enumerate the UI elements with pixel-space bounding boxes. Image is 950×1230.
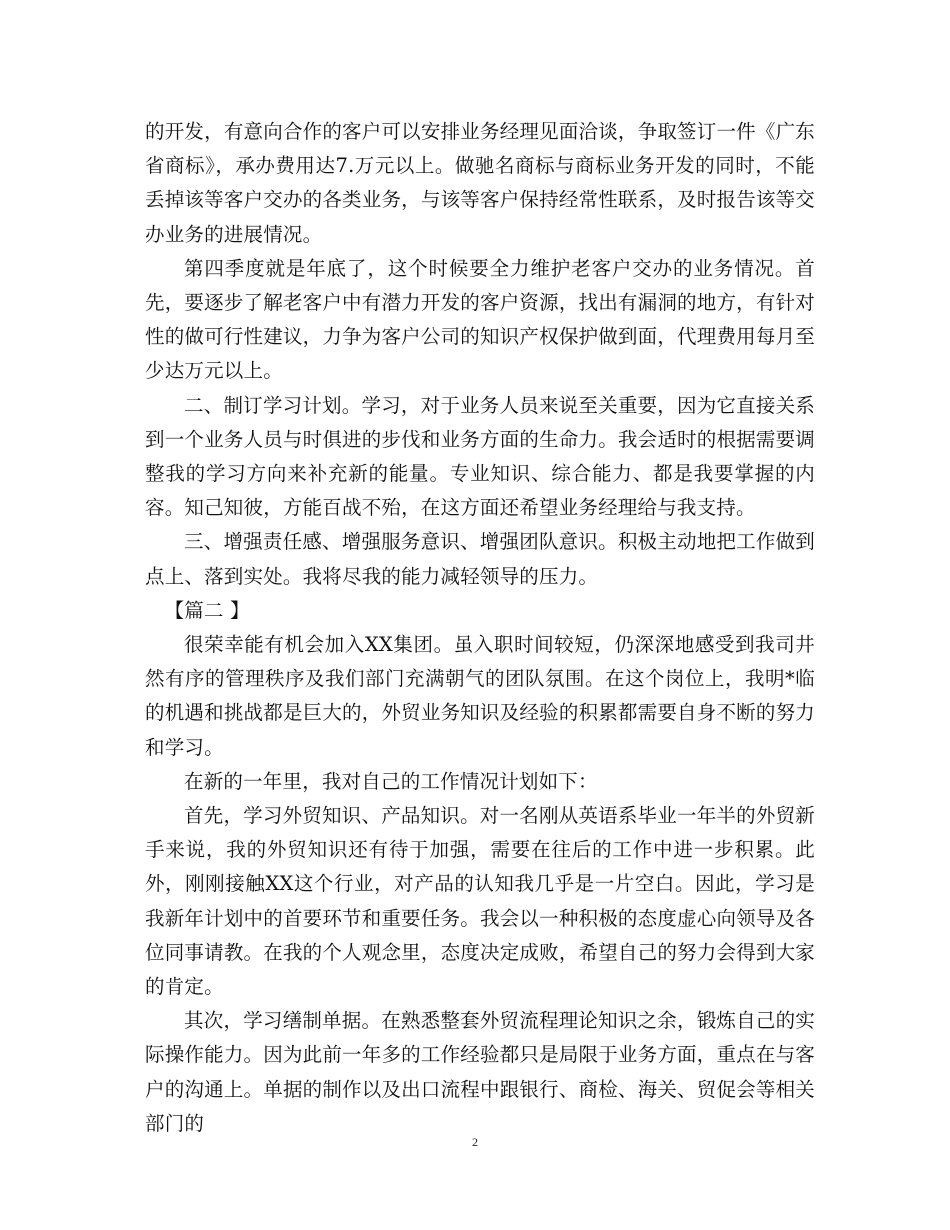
- paragraph-study-plan: 二、制订学习计划。学习，对于业务人员来说至关重要，因为它直接关系到一个业务人员与时俱进的步伐和业务方面的生命力。我会适时的根据需要调整我的学习方向来补充新的能量。专业知识、综合能力、都是我要掌握的内容。知己知彼，方能百战不殆，在这方面还希望业务经理给与我支持。: [145, 393, 815, 520]
- paragraph-continued: 的开发，有意向合作的客户可以安排业务经理见面洽谈，争取签订一件《广东省商标》，承办费用达7.万元以上。做驰名商标与商标业务开发的同时，不能丢掉该等客户交办的各类业务，与该等客户保持经常性联系，及时报告该等交办业务的进展情况。: [145, 120, 815, 246]
- paragraph-second-point: 其次，学习缮制单据。在熟悉整套外贸流程理论知识之余，锻炼自己的实际操作能力。因为此前一年多的工作经验都只是局限于业务方面，重点在与客户的沟通上。单据的制作以及出口流程中跟银行、商检、海关、贸促会等相关部门的: [145, 1009, 815, 1135]
- section-heading-part-two: 【篇二 】: [164, 598, 250, 622]
- document-body: [145, 115, 815, 1141]
- paragraph-intro: 很荣幸能有机会加入XX集团。虽入职时间较短，仍深深地感受到我司井然有序的管理秩序及我们部门充满朝气的团队氛围。在这个岗位上，我明*临的机遇和挑战都是巨大的，外贸业务知识及经验的积累都需要自身不断的努力和学习。: [145, 633, 815, 759]
- paragraph-responsibility: 三、增强责任感、增强服务意识、增强团队意识。积极主动地把工作做到点上、落到实处。我将尽我的能力减轻领导的压力。: [145, 530, 815, 588]
- page-number: 2: [472, 1135, 478, 1149]
- paragraph-plan-lead: 在新的一年里，我对自己的工作情况计划如下：: [184, 769, 598, 793]
- paragraph-first-point: 首先，学习外贸知识、产品知识。对一名刚从英语系毕业一年半的外贸新手来说，我的外贸知识还有待于加强，需要在往后的工作中进一步积累。此外，刚刚接触XX这个行业，对产品的认知我几乎是一片空白。因此，学习是我新年计划中的首要环节和重要任务。我会以一种积极的态度虚心向领导及各位同事请教。在我的个人观念里，态度决定成败，希望自己的努力会得到大家的肯定。: [145, 804, 815, 999]
- paragraph-q4-plan: 第四季度就是年底了，这个时候要全力维护老客户交办的业务情况。首先，要逐步了解老客户中有潜力开发的客户资源，找出有漏洞的地方，有针对性的做可行性建议，力争为客户公司的知识产权保护做到面，代理费用每月至少达万元以上。: [145, 256, 815, 383]
